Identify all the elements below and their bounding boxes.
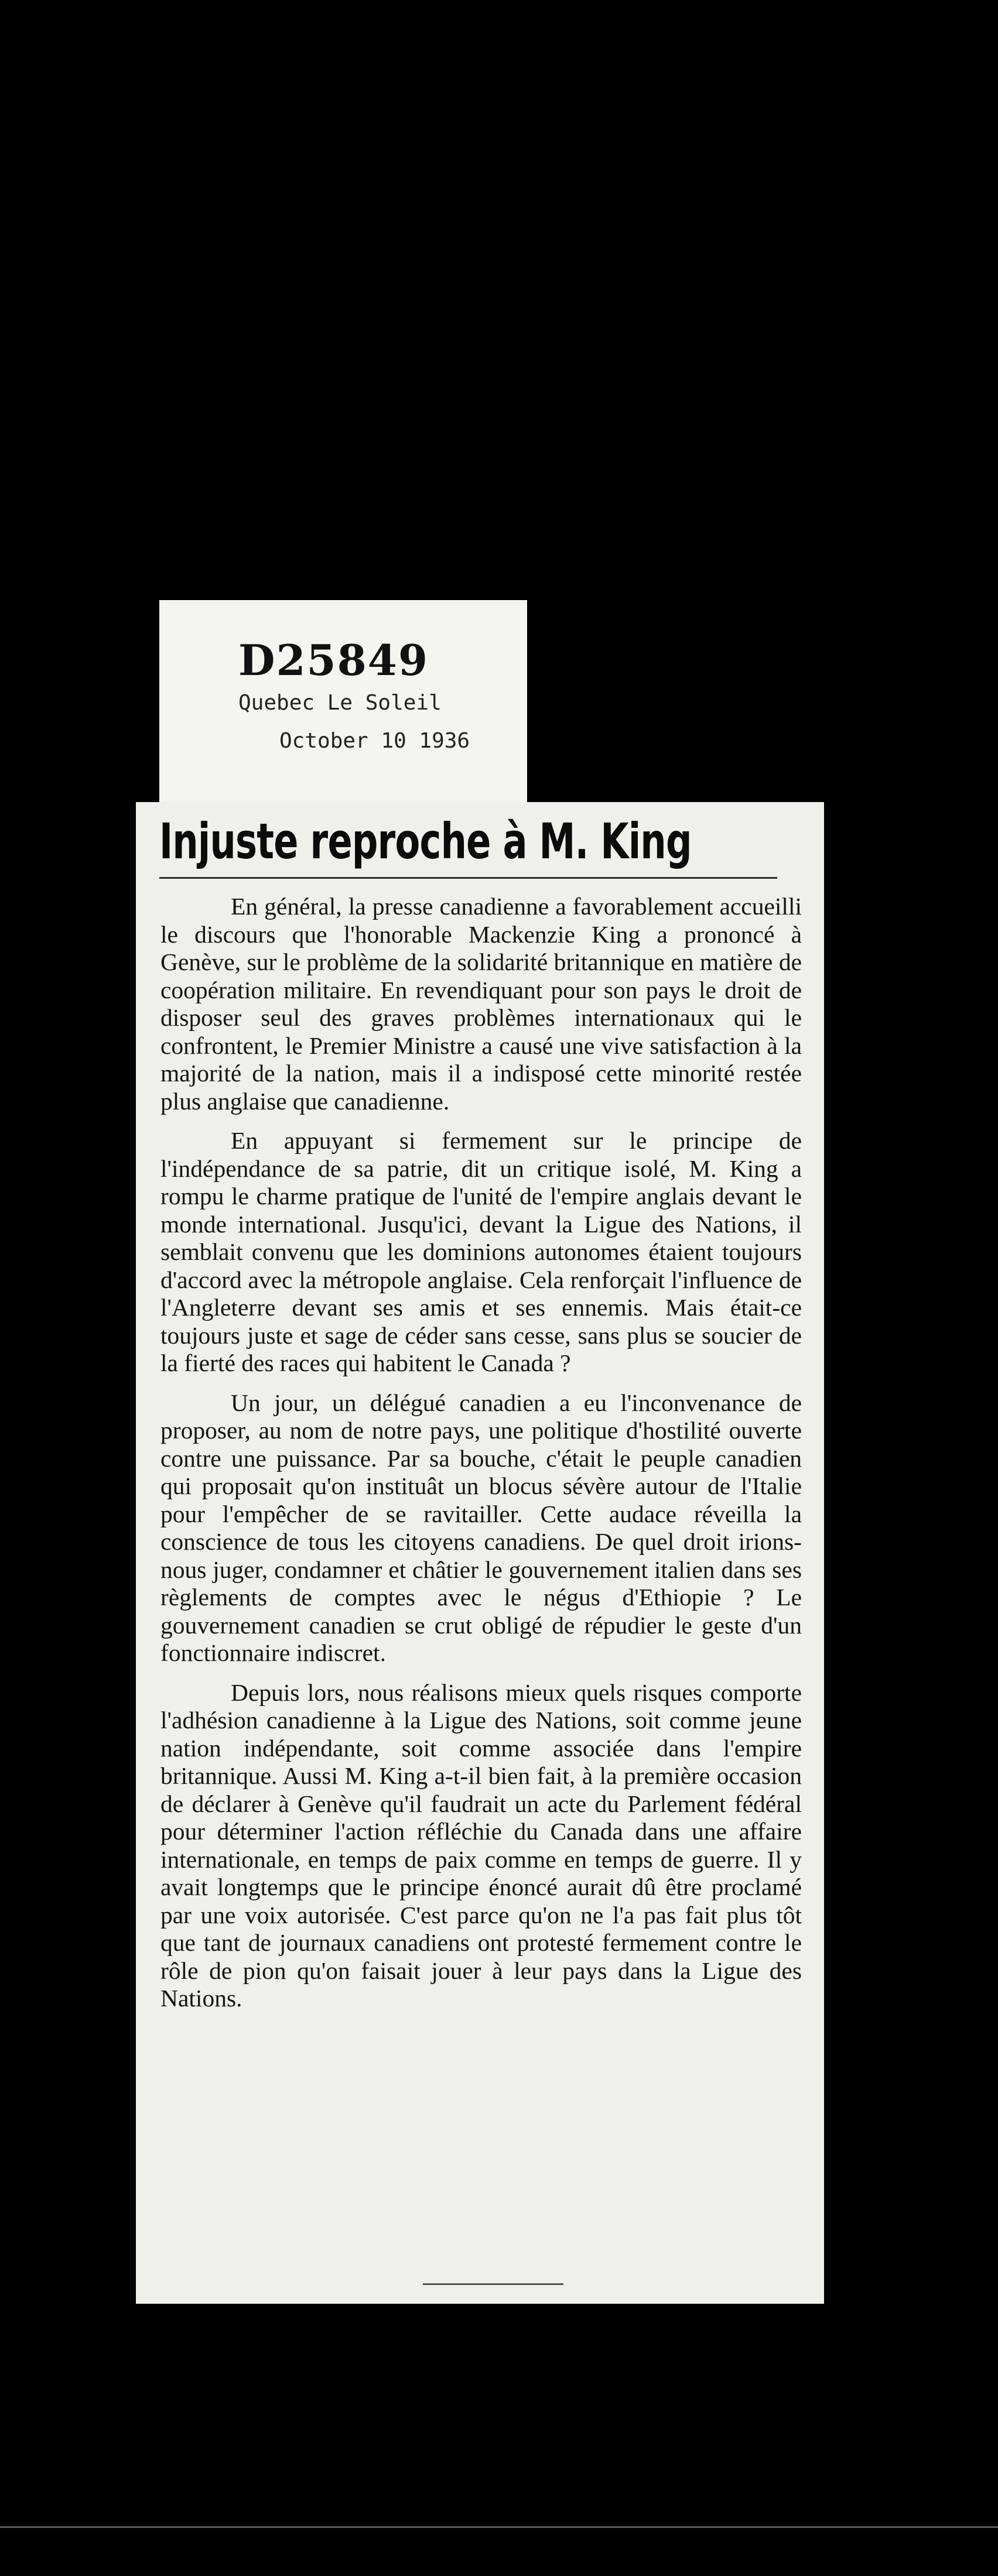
headline-rule (159, 877, 777, 879)
source-publication: Quebec Le Soleil (238, 691, 442, 715)
paragraph-2: En appuyant si fermement sur le principe de l'indépendance de sa patrie, dit un critique isolé, M. King a rompu le charme pratique de l'unité de l'empire anglais devant le monde international. Jusqu'ici, devant la Ligue des Nations, il semblait convenu que les dominions autonomes étaient toujours d'accord avec la métropole anglaise. Cela renforçait l'influence de l'Angleterre devant ses amis et ses ennemis. Mais était-ce toujours juste et sage de céder sans cesse, sans plus se soucier de la fierté des races qui habitent le Canada ? (160, 1127, 802, 1376)
article-headline: Injuste reproche à M. King (159, 813, 692, 870)
newspaper-clipping (136, 802, 824, 2304)
document-id: D25849 (238, 635, 429, 685)
paragraph-4: Depuis lors, nous réalisons mieux quels risques comporte l'adhésion canadienne à la Ligue des Nations, soit comme jeune nation indépendante, soit comme associée dans l'empire britannique. Aussi M. King a-t-il bien fait, à la première occasion de déclarer à Genève qu'il faudrait un acte du Parlement fédéral pour déterminer l'action réfléchie du Canada dans une affaire internationale, en temps de paix comme en temps de guerre. Il y avait longtemps que le principe énoncé aurait dû être proclamé par une voix autorisée. C'est parce qu'on ne l'a pas fait plus tôt que tant de journaux canadiens ont protesté fermement contre le rôle de pion qu'on faisait jouer à leur pays dans la Ligue des Nations. (160, 1678, 802, 2012)
paragraph-3: Un jour, un délégué canadien a eu l'inconvenance de proposer, au nom de notre pays, une politique d'hostilité ouverte contre une puissance. Par sa bouche, c'était le peuple canadien qui proposait qu'on instituât un blocus sévère autour de l'Italie pour l'empêcher de se ravitailler. Cette audace réveilla la conscience de tous les citoyens canadiens. De quel droit irions-nous juger, condamner et châtier le gouvernement italien dans ses règlements de comptes avec le négus d'Ethiopie ? Le gouvernement canadien se crut obligé de répudier le geste d'un fonctionnaire indiscret. (160, 1389, 802, 1666)
paragraph-1: En général, la presse canadienne a favorablement accueilli le discours que l'honorable Mackenzie King a prononcé à Genève, sur le problème de la solidarité britannique en matière de coopération militaire. En revendiquant pour son pays le droit de disposer seul des graves problèmes internationaux qui le confrontent, le Premier Ministre a causé une vive satisfaction à la majorité de la nation, mais il a indisposé cette minorité restée plus anglaise que canadienne. (160, 893, 802, 1115)
article-body (160, 893, 802, 2025)
archive-label-card (159, 600, 527, 802)
publication-date: October 10 1936 (279, 729, 470, 753)
scan-edge-line (0, 2526, 998, 2528)
closing-rule (423, 2283, 563, 2285)
